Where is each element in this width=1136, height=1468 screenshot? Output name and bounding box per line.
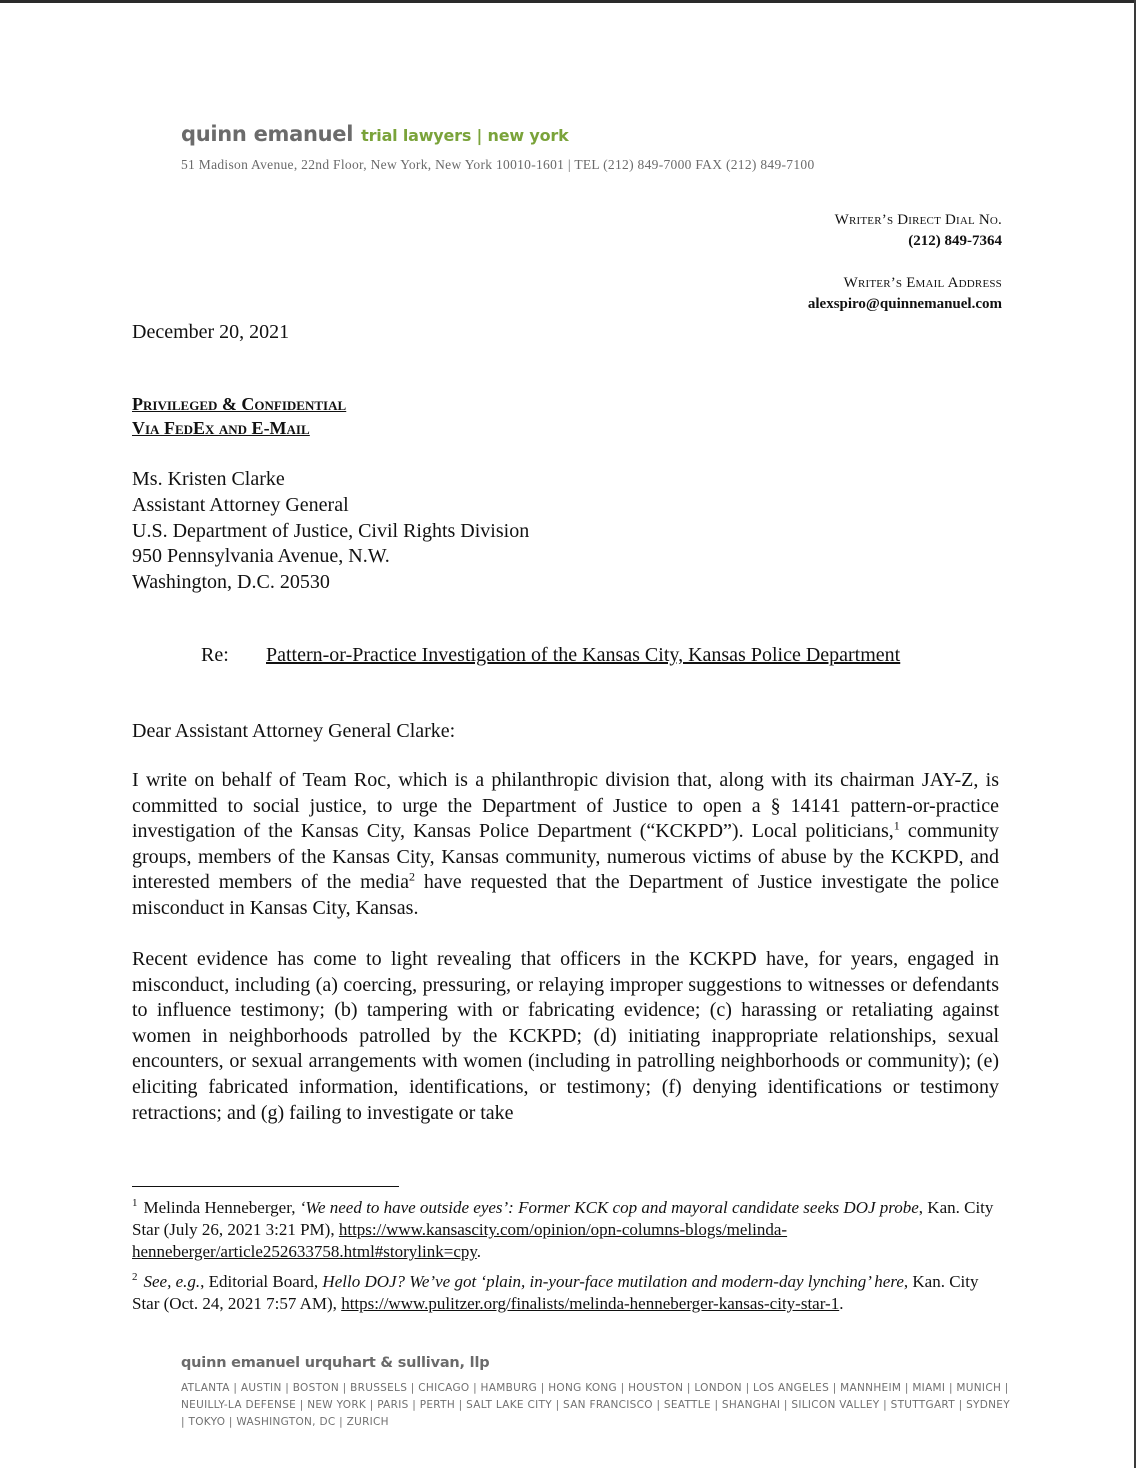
letterhead-firm-name: quinn emanuel — [181, 122, 354, 146]
letterhead-tagline: trial lawyers | new york — [361, 126, 569, 145]
footnote-2 — [132, 1271, 999, 1315]
body-paragraph-2: Recent evidence has come to light revealing that officers in the KCKPD have, for years, engaged in misconduct, including (a) coercing, pressuring, or relaying improper suggestions to witnesses or defendants to influence testimony; (b) tampering with or fabricating evidence; (c) harassing or retaliating against women in neighborhoods patrolled by the KCKPD; (d) initiating inappropriate relationships, sexual encounters, or sexual arrangements with women (including in patrolling neighborhoods or community); (e) eliciting fabricated information, identifications, or testimony; (f) denying identifications or testimony retractions; and (g) failing to investigate or take — [132, 948, 999, 1124]
para1-part-b: community groups, members of the Kansas City, Kansas community, numerous victims of abuse by the KCKPD, and interested members of the media — [132, 820, 999, 894]
para1-part-a: I write on behalf of Team Roc, which is a philanthropic division that, along with its chairman JAY-Z, is committed to social justice, to urge the Department of Justice to open a § 14141 pattern-or-practice investigation of the Kansas City, Kansas Police Department (“KCKPD”). Local politicians, — [132, 769, 999, 843]
footnote-ref-1: 1 — [893, 818, 900, 833]
footnote-2-number: 2 — [132, 1271, 138, 1284]
footnote-separator — [132, 1186, 399, 1187]
confidentiality-line-1: Privileged & Confidential — [132, 394, 347, 414]
footnote-1 — [132, 1197, 999, 1263]
footnote-ref-2: 2 — [408, 869, 415, 884]
letter-date: December 20, 2021 — [132, 321, 290, 343]
letterhead-firm-logo — [181, 122, 569, 146]
footnote-1-number: 1 — [132, 1197, 138, 1210]
footnote-1-author: Melinda Henneberger, — [143, 1198, 296, 1217]
window-top-border — [0, 0, 1136, 3]
recipient-title: Assistant Attorney General — [132, 493, 349, 516]
writer-direct-dial — [835, 210, 1002, 252]
re-subject: Pattern-or-Practice Investigation of the Kansas City, Kansas Police Department — [266, 644, 901, 666]
footnote-2-signal: See, e.g. — [143, 1272, 201, 1291]
footnote-1-link[interactable]: https://www.kansascity.com/opinion/opn-columns-blogs/melinda-henneberger/article252633758.html#storylink=cpy — [132, 1220, 788, 1261]
footer-office-list: ATLANTA | AUSTIN | BOSTON | BRUSSELS | CHICAGO | HAMBURG | HONG KONG | HOUSTON | LONDON | LOS ANGELES | MANNHEIM | MIAMI | MUNICH | NEUILLY-LA DEFENSE | NEW YORK | PARIS | PERTH | SALT LAKE CITY | SAN FRANCISCO | SEATTLE | SHANGHAI | SILICON VALLEY | STUTTGART | SYDNEY | TOKYO | WASHINGTON, DC | ZURICH — [181, 1382, 1010, 1428]
footnote-2-end: . — [839, 1294, 844, 1313]
writer-email-label: Writer’s Email Address — [843, 275, 1002, 291]
writer-dial-value: (212) 849-7364 — [908, 233, 1002, 249]
footnote-2-source: , Kan. City Star (Oct. 24, 2021 7:57 AM), — [132, 1272, 979, 1313]
para1-part-c: have requested that the Department of Justice investigate the police misconduct in Kansas City, Kansas. — [132, 871, 1000, 919]
footnote-1-title: ‘We need to have outside eyes’: Former KCK cop and mayoral candidate seeks DOJ probe — [299, 1198, 919, 1217]
confidentiality-line-2: Via FedEx and E-Mail — [132, 418, 310, 438]
re-line — [201, 644, 901, 667]
footnote-1-source: , Kan. City Star (July 26, 2021 3:21 PM), — [132, 1198, 994, 1239]
footnote-2-title: Hello DOJ? We’ve got ‘plain, in-your-face mutilation and modern-day lynching’ here — [322, 1272, 904, 1291]
salutation: Dear Assistant Attorney General Clarke: — [132, 720, 456, 742]
writer-email — [808, 273, 1002, 315]
re-label: Re: — [201, 644, 229, 666]
recipient-name: Ms. Kristen Clarke — [132, 468, 285, 490]
footnote-1-end: . — [476, 1242, 482, 1261]
recipient-org: U.S. Department of Justice, Civil Rights Division — [132, 519, 530, 542]
recipient-city: Washington, D.C. 20530 — [132, 571, 330, 594]
confidentiality-notice — [132, 392, 346, 440]
footnote-2-link[interactable]: https://www.pulitzer.org/finalists/melinda-henneberger-kansas-city-star-1 — [341, 1294, 840, 1313]
recipient-address-block — [132, 467, 529, 596]
body-paragraph-1 — [132, 768, 999, 922]
writer-dial-label: Writer’s Direct Dial No. — [834, 212, 1002, 228]
recipient-street: 950 Pennsylvania Avenue, N.W. — [132, 545, 390, 568]
writer-email-value: alexspiro@quinnemanuel.com — [807, 296, 1002, 312]
letterhead-address: 51 Madison Avenue, 22nd Floor, New York, New York 10010-1601 | TEL (212) 849-7000 FAX (212) 849-7100 — [181, 157, 815, 172]
footnote-2-author: , Editorial Board, — [200, 1272, 323, 1291]
footer-firm-name: quinn emanuel urquhart & sullivan, llp — [181, 1355, 490, 1371]
